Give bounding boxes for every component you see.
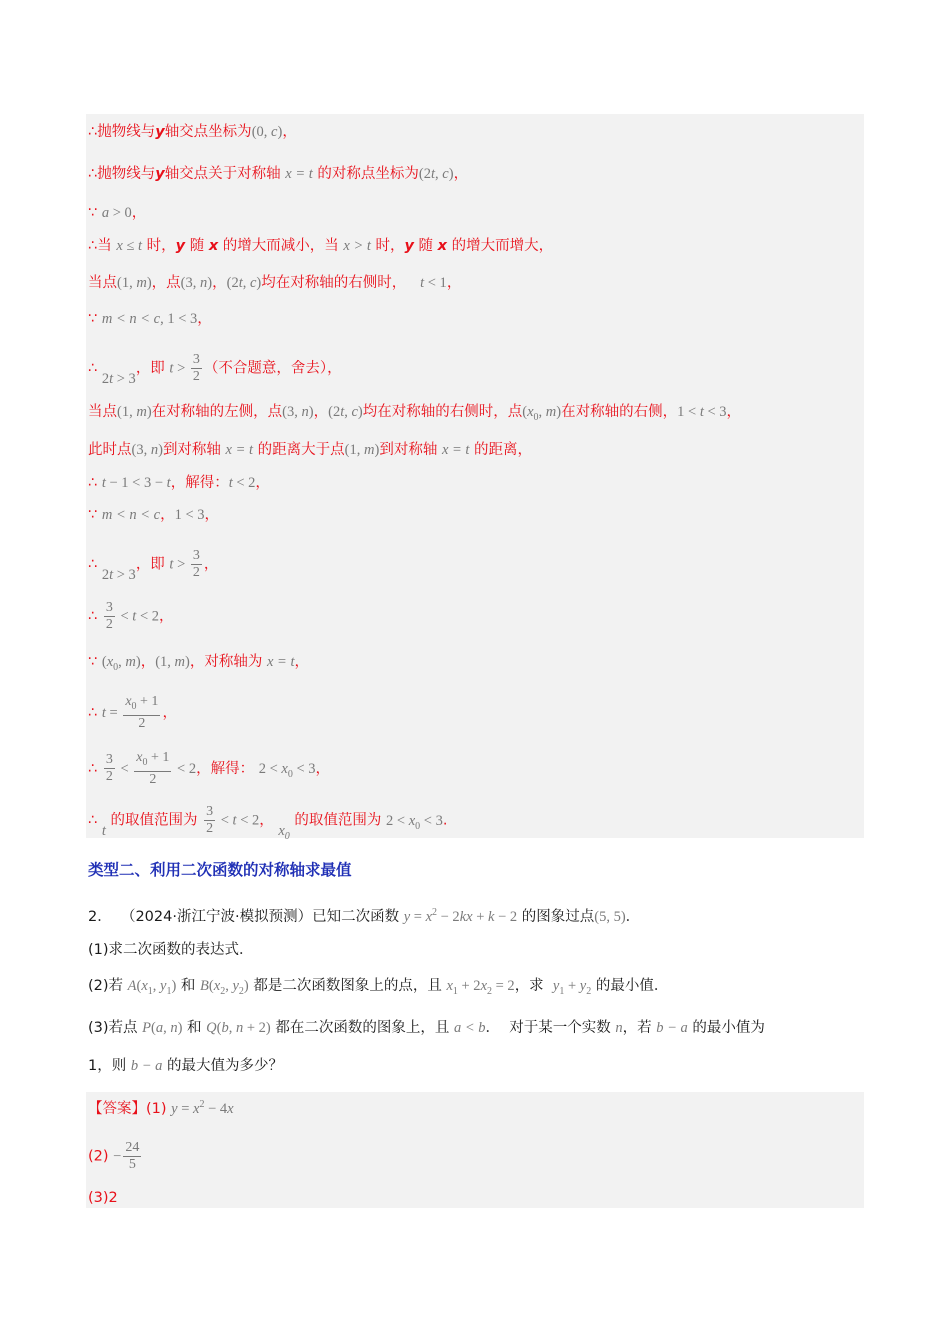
solution-line-12: ∴ 2t > 3，即 t > $\frac{3}{2}$ ，	[88, 548, 219, 583]
problem-part-3a: (3)若点 P(a, n) 和 Q(b, n + 2) 都在二次函数的图象上，且 a < b． 对于某一个实数 n，若 b − a 的最小值为	[88, 1020, 765, 1036]
solution-line-4: ∴当 x ≤ t 时，y 随 x 的增大而减小，当 x > t 时，y 随 x 的增大而增大，	[88, 238, 554, 254]
solution-line-11: ∵ m < n < c，1 < 3，	[88, 507, 220, 523]
solution-line-16: ∴ $\frac{3}{2}$ < $\frac{x_0 + 1}{2}$ < 2，解得： $2 < x_0 < 3$，	[88, 750, 331, 787]
solution-line-5: 当点(1, m)，点(3, n)，(2t, c)均在对称轴的右侧时， t < 1，	[88, 275, 462, 291]
problem-number: 2．	[88, 908, 112, 925]
problem-source: （2024·浙江宁波·模拟预测）	[120, 908, 313, 925]
solution-line-15: ∴ t = $\frac{x_0 + 1}{2}$ ，	[88, 694, 177, 731]
solution-line-9: 此时点(3, n)到对称轴 x = t 的距离大于点(1, m)到对称轴 x = t 的距离，	[88, 442, 533, 458]
problem-part-2: (2)若 $A(x_1$, $y_1$) 和 $B(x_2$, $y_2$) 都是二次函数图象上的点，且 $x_1 + 2x_2 = 2$，求 $y_1 + y_2$ 的最小值．	[88, 978, 669, 997]
solution-line-10: ∴ t − 1 < 3 − t，解得：t < 2，	[88, 475, 270, 491]
solution-line-17: ∴ t 的取值范围为 $\frac{3}{2}$ < t < 2， $x_0$ 的取值范围为 $2 < x_0 < 3$.	[88, 804, 448, 842]
answer-label: 【答案】	[88, 1100, 146, 1117]
solution-line-7: ∴ 2t > 3，即 t > $\frac{3}{2}$ （不合题意，舍去），	[88, 352, 342, 387]
problem-stem: 2． （2024·浙江宁波·模拟预测）已知二次函数 $y = x^2 - 2kx + k - 2$ 的图象过点(5, 5)．	[88, 907, 641, 925]
answer-line-2: (2) − $\frac{24}{5}$	[88, 1140, 140, 1172]
solution-line-3: ∵ a > 0，	[88, 205, 147, 221]
problem-part-3b: 1，则 b − a 的最大值为多少？	[88, 1058, 283, 1074]
solution-line-1: ∴抛物线与y轴交点坐标为(0, c)，	[88, 124, 297, 140]
answer-line-3: (3)2	[88, 1190, 118, 1206]
solution-line-2: ∴抛物线与y轴交点关于对称轴 x = t 的对称点坐标为(2t, c)，	[88, 166, 469, 182]
solution-line-8: 当点(1, m)在对称轴的左侧，点(3, n)，(2t, c)均在对称轴的右侧时，点($x_0$, m)在对称轴的右侧，1 < t < 3，	[88, 404, 742, 423]
problem-part-1: (1)求二次函数的表达式．	[88, 942, 254, 958]
solution-line-6: ∵ m < n < c, 1 < 3，	[88, 311, 212, 327]
solution-line-13: ∴ $\frac{3}{2}$ < t < 2，	[88, 600, 174, 632]
solution-line-14: ∵ ($x_0$, m)，(1, m)，对称轴为 x = t，	[88, 654, 309, 673]
section-heading: 类型二、利用二次函数的对称轴求最值	[88, 861, 352, 879]
answer-line-1: 【答案】(1) $y = x^2 - 4x$	[88, 1099, 234, 1117]
